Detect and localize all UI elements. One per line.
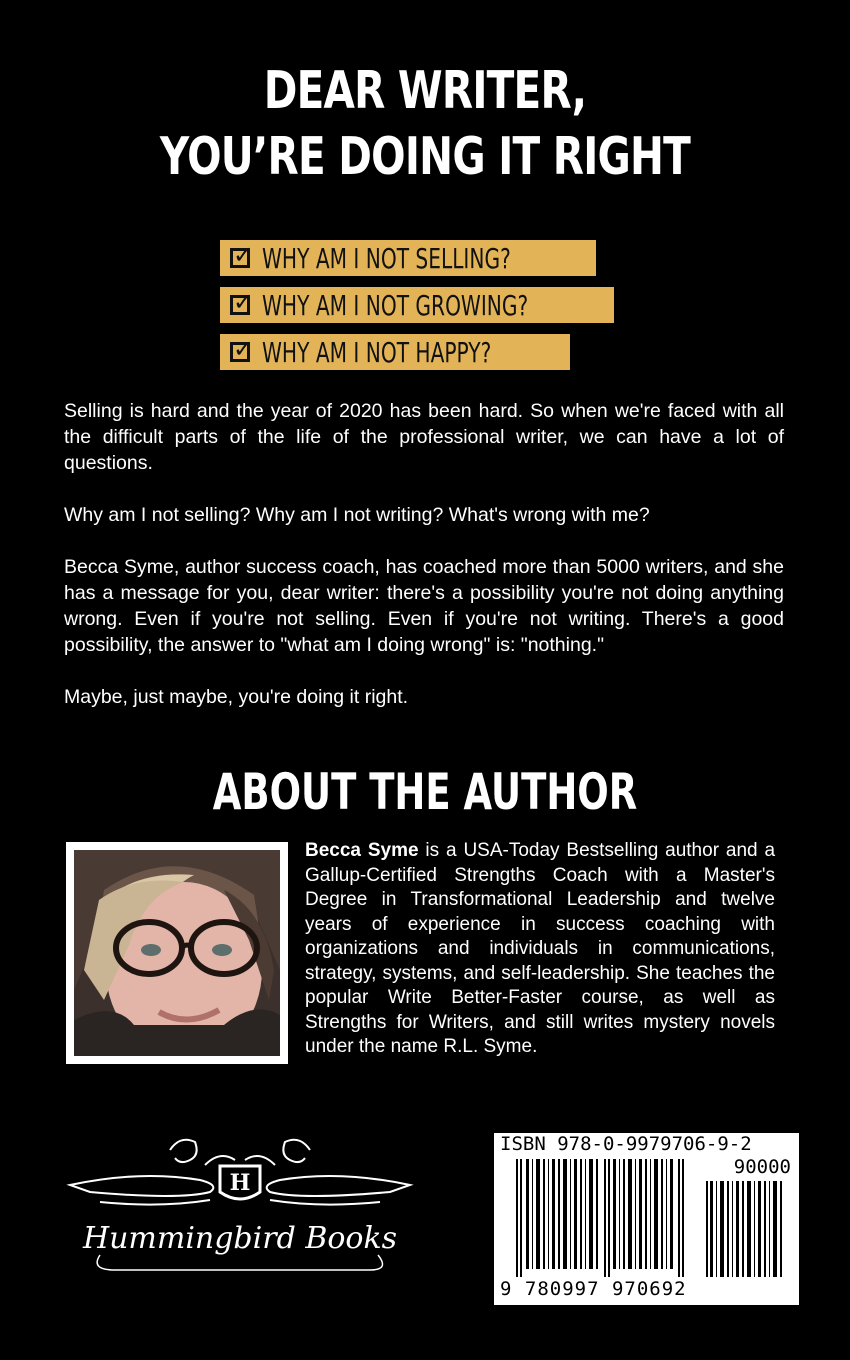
blurb-paragraph: Maybe, just maybe, you're doing it right. [64,686,409,708]
ean-digits: 9 780997 970692 [500,1278,687,1300]
author-name: Becca Syme [305,840,419,861]
publisher-name: Hummingbird Books [82,1221,398,1256]
blurb-paragraph: Becca Syme, author success coach, has coached more than 5000 writers, and she has a message for you, dear writer: there's a possibility you're not doing anything wrong. Even if you're not selling. Even if you're not writing. There's a good possibility, the answer to "what am I doing wrong" is: "nothing." [64,556,784,656]
checklist-item [220,240,596,276]
book-title [94,58,757,190]
publisher-logo [60,1130,420,1280]
blurb-paragraph: Selling is hard and the year of 2020 has been hard. So when we're faced with all the difficult parts of the life of the professional writer, we can have a lot of questions. [64,400,784,474]
checklist-label: WHY AM I NOT GROWING? [262,288,529,322]
checkbox-checked-icon [230,295,250,315]
checklist-label: WHY AM I NOT SELLING? [262,241,511,275]
checklist-item [220,287,614,323]
checklist-item [220,334,570,370]
title-line-2: YOU’RE DOING IT RIGHT [159,127,691,187]
isbn-barcode [494,1133,799,1305]
hummingbird-books-logo-icon [60,1130,420,1280]
checkbox-checked-icon [230,342,250,362]
author-bio [305,839,775,1060]
blurb-paragraph: Why am I not selling? Why am I not writing? What's wrong with me? [64,504,650,526]
author-photo [66,842,288,1064]
title-line-1: DEAR WRITER, [263,61,587,121]
about-heading: ABOUT THE AUTHOR [212,763,638,821]
author-portrait [74,850,280,1056]
checklist-label: WHY AM I NOT HAPPY? [262,335,492,369]
checkbox-checked-icon [230,248,250,268]
author-bio-text: is a USA-Today Bestselling author and a Gallup-Certified Strengths Coach with a Master's Degree in Transformational Leadership and twelve years of experience in success coaching with organizations and individuals in communications, strategy, systems, and self-leadership. She teaches the popular Write Better-Faster course, as well as Strengths for Writers, and still writes mystery novels under the name R.L. Syme. [305,840,776,1057]
logo-letter: H [229,1170,251,1196]
isbn-number: ISBN 978-0-9979706-9-2 [500,1133,752,1155]
blurb [64,398,784,736]
price-code: 90000 [733,1156,791,1178]
